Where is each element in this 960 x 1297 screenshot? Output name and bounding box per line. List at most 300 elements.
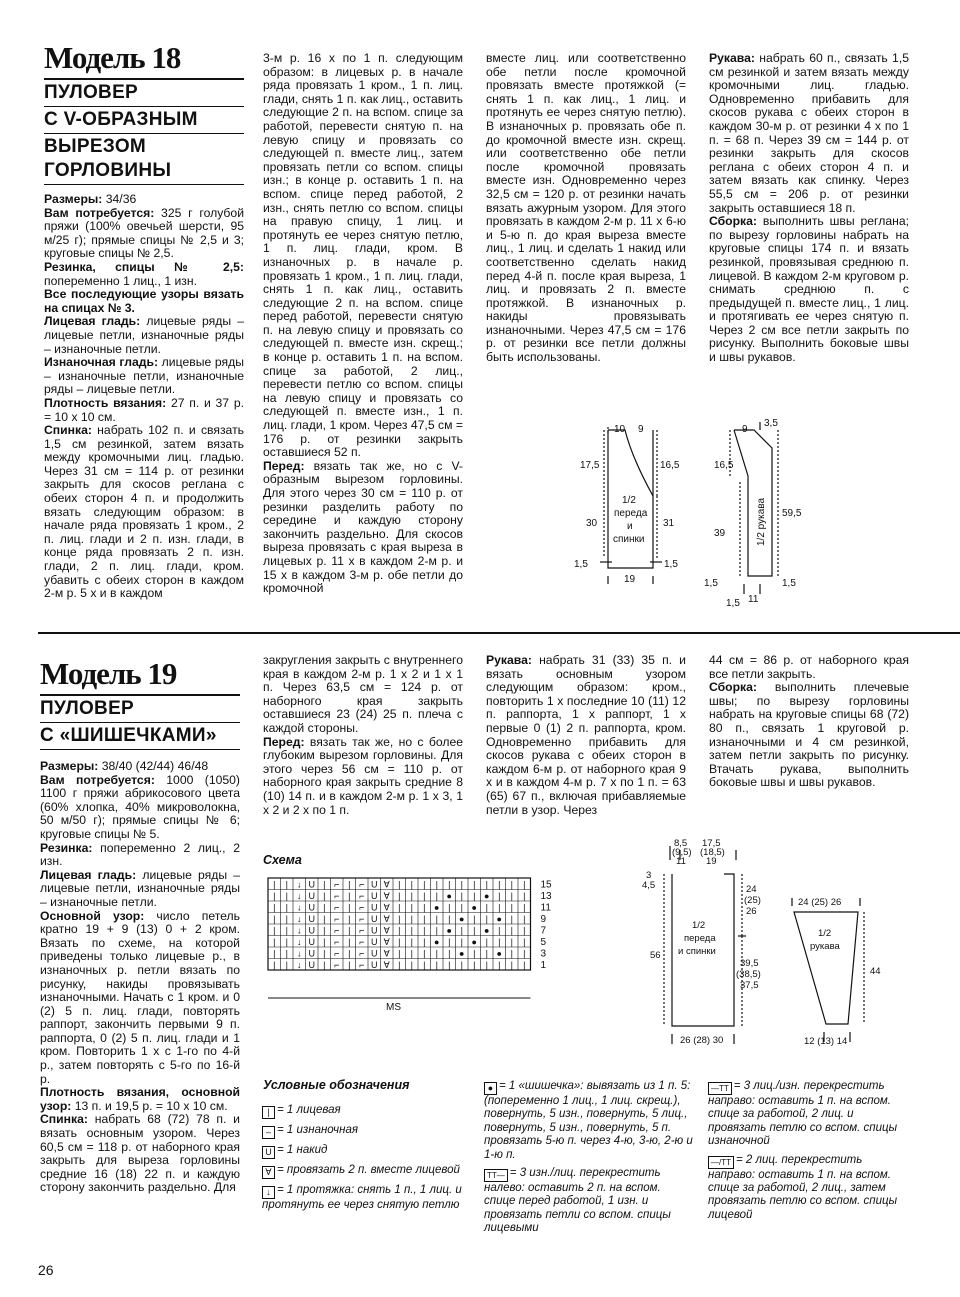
chart-stitch: | <box>523 937 526 947</box>
m18-col4-paragraph-text: набрать 60 п., связать 1,5 см резинкой и затем вязать между кромочными лиц. гладью. Одновременно прибавить для скосов рукава с обеих сторон в каждом 30-м р. от резинки 4 х по 1 п. = 68 п. Через 39 см = 144 р. от резинки закрыть для скосов реглана с обеих сторон 4 п. и затем вязать как спинку. Через 55,5 см = 206 р. от резинки закрыть оставшиеся 18 п. <box>709 51 909 215</box>
legend-a-item-text: = 1 накид <box>277 1144 328 1156</box>
m19-title: Модель 19 <box>40 656 177 691</box>
m19-column-3-text <box>486 654 686 817</box>
chart-ms-label: MS <box>386 1002 401 1013</box>
chart-stitch: ⌐ <box>359 879 365 890</box>
chart-stitch: | <box>510 937 513 947</box>
legend-title: Условные обозначения <box>263 1078 410 1092</box>
chart-stitch: ⌐ <box>359 902 365 913</box>
m19-col4-paragraph-2 <box>709 681 909 790</box>
chart-row-label: 11 <box>540 902 551 914</box>
chart-stitch: U <box>308 960 315 970</box>
chart-stitch: | <box>285 937 288 947</box>
legend-b-item-1 <box>484 1080 694 1162</box>
m18-column-3-text <box>486 52 686 365</box>
chart-stitch: | <box>523 902 526 913</box>
chart-stitch: | <box>485 902 488 913</box>
chart-stitch: U <box>308 948 315 959</box>
chart-stitch: | <box>510 948 513 959</box>
m18-front-label-1: 1/2 <box>622 495 636 506</box>
m18-front-dim-7: 1,5 <box>574 559 588 570</box>
m18-col1-paragraph-label: Плотность вязания: <box>44 395 167 410</box>
m19-front-label-3: и спинки <box>678 946 716 957</box>
stitch-symbol-icon: U <box>262 1146 275 1159</box>
m19-col1-paragraph-3 <box>40 842 240 869</box>
m19-col1-paragraph-text: 13 п. и 19,5 р. = 10 х 10 см. <box>71 1098 228 1113</box>
chart-stitch: | <box>448 960 451 970</box>
m19-subtitle-2: С «ШИШЕЧКАМИ» <box>40 723 240 750</box>
m18-sleeve-dim-5: 39 <box>714 528 726 539</box>
section-divider <box>38 632 960 634</box>
legend-b-item-text: = 1 «шишечка»: вывязать из 1 п. 5: (попеременно 1 лиц., 1 лиц. скрещ.), повернуть, 5 изн., повернуть, 5 лиц., повернуть, 5 изн., повернуть, 5 п. провязать 5-ю п. через 4-ю, 3-ю, 2-ю и 1-ю п. <box>484 1080 693 1161</box>
m18-col1-paragraph-4 <box>44 288 244 315</box>
chart-stitch: ∀ <box>383 937 390 947</box>
m19-front-dim-3: 11 <box>676 856 686 867</box>
chart-stitch: | <box>460 879 463 890</box>
chart-stitch: | <box>323 960 326 970</box>
chart-stitch: | <box>323 914 326 924</box>
m19-front-dim-16: 26 (28) 30 <box>680 1035 724 1046</box>
chart-stitch: ● <box>434 902 440 913</box>
chart-stitch: | <box>398 937 401 947</box>
chart-stitch: | <box>285 914 288 924</box>
chart-stitch: | <box>285 925 288 936</box>
chart-stitch: ● <box>446 891 452 901</box>
chart-stitch: | <box>410 960 413 970</box>
m19-sleeve-dim-2: 44 <box>870 966 881 977</box>
legend-b-item-2 <box>484 1167 694 1236</box>
chart-stitch: | <box>410 879 413 890</box>
m19-col1-paragraph-text: лицевые ряды – лицевые петли, изнаночные ряды – изнаночные петли. <box>40 867 240 909</box>
chart-stitch: ● <box>471 937 477 947</box>
m18-col1-paragraph-label: Изнаночная гладь: <box>44 355 159 370</box>
chart-stitch: ∀ <box>383 902 390 913</box>
m18-front-schematic <box>560 418 700 608</box>
m18-column-1 <box>44 40 244 601</box>
m19-front-dim-7: 3 <box>646 870 652 881</box>
chart-stitch: ∀ <box>383 948 390 959</box>
stitch-symbol-icon: TT— <box>484 1169 508 1182</box>
knitting-chart <box>265 875 565 1025</box>
m19-sleeve-label-2: рукава <box>810 941 840 952</box>
schema-title: Схема <box>263 853 302 867</box>
chart-stitch: | <box>510 914 513 924</box>
chart-stitch: ⌐ <box>359 937 365 947</box>
chart-stitch: ↓ <box>297 891 302 901</box>
stitch-symbol-icon: ● <box>484 1082 497 1095</box>
chart-stitch: ⌐ <box>359 891 365 901</box>
legend-column-c <box>708 1080 908 1227</box>
m19-col1-paragraph-5 <box>40 910 240 1087</box>
m19-col2-paragraph-label: Перед: <box>263 734 305 749</box>
stitch-symbol-icon: ↓ <box>262 1186 275 1199</box>
chart-stitch: ⌐ <box>334 925 340 936</box>
m18-subtitle-3: ВЫРЕЗОМ ГОРЛОВИНЫ <box>44 134 244 185</box>
chart-stitch: | <box>398 914 401 924</box>
m19-col1-paragraph-7 <box>40 1113 240 1195</box>
chart-stitch: | <box>435 879 438 890</box>
chart-stitch: | <box>323 948 326 959</box>
m18-column-1-text <box>44 193 244 601</box>
chart-stitch: | <box>423 914 426 924</box>
m18-subtitle-1: ПУЛОВЕР <box>44 80 244 107</box>
chart-stitch: | <box>510 902 513 913</box>
chart-stitch: | <box>410 937 413 947</box>
m18-col2-paragraph-2 <box>263 460 463 596</box>
chart-stitch: | <box>523 948 526 959</box>
chart-stitch: ∀ <box>383 879 390 890</box>
m19-front-dim-15: 37,5 <box>740 980 759 991</box>
m19-col1-paragraph-label: Размеры: <box>40 759 99 773</box>
chart-stitch: | <box>523 914 526 924</box>
m19-col4-paragraph-text: 44 см = 86 р. от наборного края все петли закрыть. <box>709 653 909 681</box>
m19-column-2-text <box>263 654 463 817</box>
m18-front-dim-3: 17,5 <box>580 460 600 471</box>
chart-stitch: | <box>323 902 326 913</box>
chart-stitch: | <box>348 879 351 890</box>
chart-stitch: ↓ <box>297 914 302 924</box>
m18-front-label-4: спинки <box>613 534 645 545</box>
chart-stitch: | <box>510 925 513 936</box>
chart-stitch: | <box>460 925 463 936</box>
chart-stitch: | <box>285 948 288 959</box>
chart-stitch: | <box>423 960 426 970</box>
m19-front-dim-12: 56 <box>650 950 661 961</box>
legend-c-item-text: = 3 лиц./изн. перекрестить направо: оставить 1 п. на вспом. спице за работой, 2 лиц. и провязать петлю со вспом. спицы изнаночной <box>708 1080 898 1148</box>
chart-stitch: U <box>371 960 378 970</box>
m19-col4-paragraph-label: Сборка: <box>709 680 757 695</box>
m18-column-2-text <box>263 52 463 596</box>
m18-sleeve-dim-2: 3,5 <box>764 418 778 429</box>
m18-front-dim-2: 9 <box>638 424 644 435</box>
chart-stitch: | <box>273 960 276 970</box>
chart-stitch: ● <box>459 914 465 924</box>
chart-stitch: ● <box>496 948 502 959</box>
chart-stitch: ⌐ <box>334 902 340 913</box>
m19-col1-paragraph-label: Вам потребуется: <box>40 772 155 787</box>
m18-sleeve-dim-6: 1,5 <box>704 578 718 589</box>
m18-col3-paragraph-text: вместе лиц. или соответственно обе петли после кромочной провязать вместе протяжкой (= снять 1 п. как лиц., 1 лиц. и протянуть ее через снятую петлю). В изнаночных р. провязать обе п. до кромочной вместе изн. скрещ. или соответственно обе петли после кромочной провязать вместе изн. Одновременно через 32,5 см = 120 р. от резинки начать вязать ажурным узором. Для этого провязать в каждом 2-м р. 11 х 6-ю и 5-ю п. до края выреза вместе лиц., 1 лиц. и сделать 1 накид или соответственно сделать накид перед 4-й п. после края выреза, 1 лиц. и провязать 2 п. вместе протяжкой. В изнаночных р. накиды провязывать изнаночными. Через 47,5 см = 176 р. от резинки все петли должны быть использованы. <box>486 51 686 365</box>
m19-sleeve-dim-3: 12 (13) 14 <box>804 1036 848 1047</box>
chart-stitch: | <box>448 902 451 913</box>
chart-stitch: ⌐ <box>359 925 365 936</box>
m19-front-dim-13: 39,5 <box>740 958 759 969</box>
chart-stitch: ⌐ <box>359 914 365 924</box>
m18-col1-paragraph-5 <box>44 315 244 356</box>
m19-col3-paragraph-label: Рукава: <box>486 653 532 667</box>
m19-front-dim-5: (18,5) <box>700 847 725 858</box>
chart-stitch: | <box>423 937 426 947</box>
m19-column-1-text <box>40 760 240 1195</box>
chart-stitch: | <box>410 914 413 924</box>
m19-front-schematic <box>606 836 786 1058</box>
m19-subtitle-1: ПУЛОВЕР <box>40 696 240 723</box>
m19-col1-paragraph-label: Основной узор: <box>40 908 145 923</box>
chart-row-label: 3 <box>540 948 547 960</box>
m18-column-3 <box>486 52 686 365</box>
chart-stitch: | <box>423 891 426 901</box>
m19-front-dim-2: (9,5) <box>672 847 692 858</box>
m18-col1-paragraph-8 <box>44 424 244 601</box>
chart-stitch: | <box>410 925 413 936</box>
legend-a-item-text: = 1 лицевая <box>277 1104 341 1116</box>
chart-stitch: | <box>485 937 488 947</box>
chart-stitch: | <box>285 891 288 901</box>
chart-stitch: | <box>485 960 488 970</box>
m18-col4-paragraph-text: выполнить швы реглана; по вырезу горловины набрать на круговые спицы 174 п. и вязать резинкой, провязывая среднюю п. лицевой. В каждом 2-м круговом р. снимать среднюю п. с предыдущей п. вместе лиц., 1 лиц. и протягивать ее через снятую п. Через 2 см все петли закрыть по рисунку. Выполнить боковые швы и швы рукавов. <box>709 214 909 365</box>
m19-front-dim-4: 17,5 <box>702 838 721 849</box>
m18-sleeve-dim-1: 9 <box>742 424 748 435</box>
chart-stitch: | <box>523 960 526 970</box>
chart-stitch: | <box>523 891 526 901</box>
chart-row-label: 1 <box>540 960 547 971</box>
m18-front-dim-9: 1,5 <box>664 559 678 570</box>
m18-col2-paragraph-label: Перед: <box>263 458 305 473</box>
chart-stitch: ● <box>496 914 502 924</box>
m18-col1-paragraph-label: Резинка, спицы № 2,5: <box>44 259 244 274</box>
chart-stitch: | <box>273 937 276 947</box>
chart-stitch: ∀ <box>383 960 390 970</box>
chart-stitch: ● <box>484 925 490 936</box>
chart-stitch: | <box>498 902 501 913</box>
chart-stitch: | <box>498 960 501 970</box>
m19-front-dim-10: (25) <box>744 895 761 906</box>
chart-stitch: ⌐ <box>334 914 340 924</box>
m18-sleeve-dim-9: 11 <box>748 594 759 605</box>
m19-front-dim-14: (38,5) <box>736 969 761 980</box>
chart-stitch: | <box>410 891 413 901</box>
chart-stitch: ⌐ <box>334 937 340 947</box>
m18-col3-paragraph-1 <box>486 52 686 365</box>
m18-col4-paragraph-label: Рукава: <box>709 51 755 65</box>
chart-stitch: | <box>348 960 351 970</box>
chart-stitch: U <box>371 902 378 913</box>
m19-col1-paragraph-text: 38/40 (42/44) 46/48 <box>98 759 209 773</box>
m18-col1-paragraph-7 <box>44 397 244 424</box>
m19-column-3 <box>486 654 686 817</box>
chart-stitch: ∀ <box>383 891 390 901</box>
chart-stitch: | <box>473 960 476 970</box>
chart-stitch: | <box>460 960 463 970</box>
m18-col1-paragraph-text: попеременно 1 лиц., 1 изн. <box>44 273 197 288</box>
chart-stitch: | <box>473 948 476 959</box>
legend-a-item-1 <box>262 1104 474 1119</box>
m19-column-4 <box>709 654 909 790</box>
chart-stitch: | <box>435 891 438 901</box>
m18-col1-paragraph-text: набрать 102 п. и связать 1,5 см резинкой, затем вязать между кромочными лиц. гладью. Через 31 см = 114 р. от резинки закрыть для скосов реглана с обеих сторон 4 п. и продолжить вязать следующим образом: в начале ряда провязать 1 кром., 2 п. лиц. глади и 2 п. изн. глади, в конце ряда провязать 2 п. изн. глади, 2 п. лиц. глади, кром. убавить с обеих сторон в каждом 2-м р. 5 х и в каждом <box>44 423 244 601</box>
chart-stitch: ↓ <box>297 960 302 970</box>
m18-col1-paragraph-label: Спинка: <box>44 423 92 438</box>
chart-stitch: | <box>498 879 501 890</box>
m19-sleeve-label-1: 1/2 <box>818 928 832 939</box>
m18-sleeve-schematic <box>700 416 820 612</box>
m18-front-dim-8: 19 <box>624 574 636 585</box>
legend-a-item-text: = 1 изнаночная <box>277 1124 358 1136</box>
m19-col2-paragraph-2 <box>263 736 463 818</box>
chart-stitch: | <box>510 891 513 901</box>
stitch-symbol-icon: | <box>262 1106 275 1119</box>
m19-col1-paragraph-6 <box>40 1086 240 1113</box>
m19-column-1 <box>40 656 240 1195</box>
chart-stitch: | <box>498 925 501 936</box>
m18-col1-paragraph-label: Лицевая гладь: <box>44 314 141 329</box>
chart-stitch: | <box>498 891 501 901</box>
stitch-symbol-icon: ∀ <box>262 1166 275 1179</box>
chart-stitch: | <box>423 948 426 959</box>
chart-stitch: | <box>473 925 476 936</box>
m18-sleeve-dim-8: 1,5 <box>726 598 740 609</box>
chart-stitch: | <box>435 914 438 924</box>
m18-title: Модель 18 <box>44 40 181 75</box>
chart-stitch: U <box>308 879 315 890</box>
m18-col1-paragraph-text: лицевые ряды – лицевые петли, изнаночные ряды – изнаночные петли. <box>44 314 244 356</box>
m19-front-label-2: переда <box>684 933 716 944</box>
chart-stitch: U <box>371 937 378 947</box>
m19-sleeve-dim-1: 24 (25) 26 <box>798 897 842 908</box>
chart-row-label: 13 <box>540 891 552 902</box>
chart-stitch: ↓ <box>297 902 302 913</box>
chart-stitch: | <box>348 925 351 936</box>
stitch-symbol-icon: —TT <box>708 1082 732 1095</box>
legend-column-a <box>262 1104 474 1217</box>
chart-stitch: | <box>485 914 488 924</box>
m19-col1-paragraph-1 <box>40 760 240 774</box>
m18-col1-paragraph-text: 34/36 <box>102 192 137 206</box>
chart-row-label: 5 <box>540 937 547 948</box>
legend-a-item-4 <box>262 1164 474 1179</box>
m19-front-dim-11: 26 <box>746 906 757 917</box>
chart-stitch: | <box>398 879 401 890</box>
chart-stitch: ∀ <box>383 914 390 924</box>
m19-front-label-1: 1/2 <box>692 920 706 931</box>
m19-col1-paragraph-4 <box>40 869 240 910</box>
chart-row-label: 15 <box>540 879 552 891</box>
m18-col1-paragraph-3 <box>44 261 244 288</box>
chart-stitch: | <box>273 925 276 936</box>
chart-stitch: | <box>485 879 488 890</box>
chart-stitch: ⌐ <box>359 948 365 959</box>
chart-stitch: ↓ <box>297 879 302 890</box>
m18-front-label-3: и <box>627 521 633 532</box>
legend-a-item-2 <box>262 1124 474 1139</box>
chart-stitch: | <box>398 960 401 970</box>
chart-stitch: | <box>348 914 351 924</box>
chart-stitch: | <box>448 914 451 924</box>
m18-subtitle-2: С V-ОБРАЗНЫМ <box>44 107 244 134</box>
m19-col4-paragraph-1 <box>709 654 909 681</box>
chart-stitch: | <box>510 960 513 970</box>
chart-stitch: | <box>485 948 488 959</box>
m19-front-dim-9: 24 <box>746 884 757 895</box>
m19-col2-paragraph-text: закругления закрыть с внутреннего края в каждом 2-м р. 1 х 2 и 1 х 1 п. Через 63,5 см = 124 р. от наборного края закрыть оставшиеся 23 (24) 25 п. плеча с каждой стороны. <box>263 653 463 735</box>
chart-row-label: 7 <box>540 925 547 937</box>
m18-col4-paragraph-label: Сборка: <box>709 214 757 229</box>
chart-stitch: ● <box>471 902 477 913</box>
m18-sleeve-dim-3: 16,5 <box>714 460 734 471</box>
chart-stitch: ⌐ <box>334 948 340 959</box>
legend-b-item-text: = 3 изн./лиц. перекрестить налево: оставить 2 п. на вспом. спице перед работой, 1 изн. и провязать петли со вспом. спицы лицевыми <box>484 1167 671 1235</box>
m18-col1-paragraph-2 <box>44 207 244 261</box>
chart-stitch: | <box>285 879 288 890</box>
chart-stitch: | <box>273 902 276 913</box>
m18-front-dim-1: 10 <box>614 424 626 435</box>
legend-c-item-1 <box>708 1080 908 1149</box>
m19-sleeve-schematic <box>780 884 900 1064</box>
chart-stitch: | <box>410 902 413 913</box>
chart-stitch: U <box>371 914 378 924</box>
m18-col1-paragraph-text: 325 г голубой пряжи (100% овечьей шерсти, 95 м/25 г); прямые спицы № 2,5 и 3; круговые спицы № 2,5. <box>44 205 244 261</box>
m18-column-4-text <box>709 52 909 365</box>
legend-a-item-5 <box>262 1184 474 1212</box>
chart-stitch: ● <box>459 948 465 959</box>
chart-stitch: | <box>448 937 451 947</box>
chart-stitch: U <box>371 948 378 959</box>
m18-sleeve-dim-7: 1,5 <box>782 578 796 589</box>
chart-stitch: | <box>273 891 276 901</box>
m19-col2-paragraph-1 <box>263 654 463 736</box>
m19-col1-paragraph-text: попеременно 2 лиц., 2 изн. <box>40 840 240 869</box>
chart-stitch: | <box>285 960 288 970</box>
chart-stitch: | <box>423 925 426 936</box>
m19-col1-paragraph-label: Лицевая гладь: <box>40 867 137 882</box>
chart-stitch: | <box>460 891 463 901</box>
chart-stitch: | <box>460 937 463 947</box>
m18-front-dim-5: 30 <box>586 518 598 529</box>
m18-col2-paragraph-text: вязать так же, но с V-образным вырезом горловины. Для этого через 30 см = 110 р. от резинки разделить работу по середине и каждую сторону закончить раздельно. Для скосов выреза провязать с края выреза в лицевых р. 11 х в каждом 2-м р. и 15 х в каждом 3-м р. обе петли до кромочной <box>263 458 463 596</box>
m19-col1-paragraph-text: 1000 (1050) 1100 г пряжи абрикосового цвета (60% хлопка, 40% микроволокна, 50 м/50 г); прямые спицы № 6; круговые спицы № 5. <box>40 772 240 841</box>
chart-stitch: | <box>273 914 276 924</box>
m18-sleeve-dim-4: 59,5 <box>782 508 802 519</box>
chart-stitch: | <box>273 948 276 959</box>
m18-col1-paragraph-label: Все последующие узоры вязать на спицах № 3. <box>44 287 244 315</box>
legend-column-b <box>484 1080 694 1241</box>
m19-column-2 <box>263 654 463 817</box>
chart-stitch: | <box>448 948 451 959</box>
chart-stitch: | <box>348 937 351 947</box>
m18-front-label-2: переда <box>614 508 648 519</box>
chart-stitch: | <box>523 879 526 890</box>
chart-stitch: ● <box>484 891 490 901</box>
m19-col1-paragraph-label: Спинка: <box>40 1112 88 1127</box>
chart-stitch: | <box>435 925 438 936</box>
chart-stitch: U <box>371 879 378 890</box>
chart-stitch: ● <box>434 937 440 947</box>
chart-stitch: | <box>460 902 463 913</box>
chart-stitch: U <box>308 914 315 924</box>
chart-stitch: ⌐ <box>334 960 340 970</box>
m19-col2-paragraph-text: вязать так же, но с более глубоким вырезом горловины. Для этого через 56 см = 110 р. от наборного края закрыть средние 8 (10) 14 п. и в каждом 2-м р. 1 х 3, 1 х 2 и 2 х по 1 п. <box>263 734 463 817</box>
m18-column-2 <box>263 52 463 596</box>
legend-c-item-2 <box>708 1154 908 1223</box>
m18-col1-paragraph-label: Размеры: <box>44 192 103 206</box>
chart-stitch: | <box>473 879 476 890</box>
m18-col2-paragraph-1 <box>263 52 463 460</box>
chart-stitch: | <box>348 948 351 959</box>
chart-stitch: ↓ <box>297 937 302 947</box>
legend-a-item-text: = провязать 2 п. вместе лицевой <box>277 1164 460 1176</box>
stitch-symbol-icon: – <box>262 1126 275 1139</box>
chart-stitch: ↓ <box>297 925 302 936</box>
chart-stitch: | <box>410 948 413 959</box>
chart-row-label: 9 <box>540 914 547 925</box>
chart-stitch: | <box>273 879 276 890</box>
m18-col4-paragraph-2 <box>709 215 909 365</box>
chart-stitch: | <box>435 960 438 970</box>
chart-stitch: U <box>308 925 315 936</box>
chart-stitch: ● <box>446 925 452 936</box>
chart-stitch: ∀ <box>383 925 390 936</box>
m18-front-dim-6: 31 <box>663 518 675 529</box>
